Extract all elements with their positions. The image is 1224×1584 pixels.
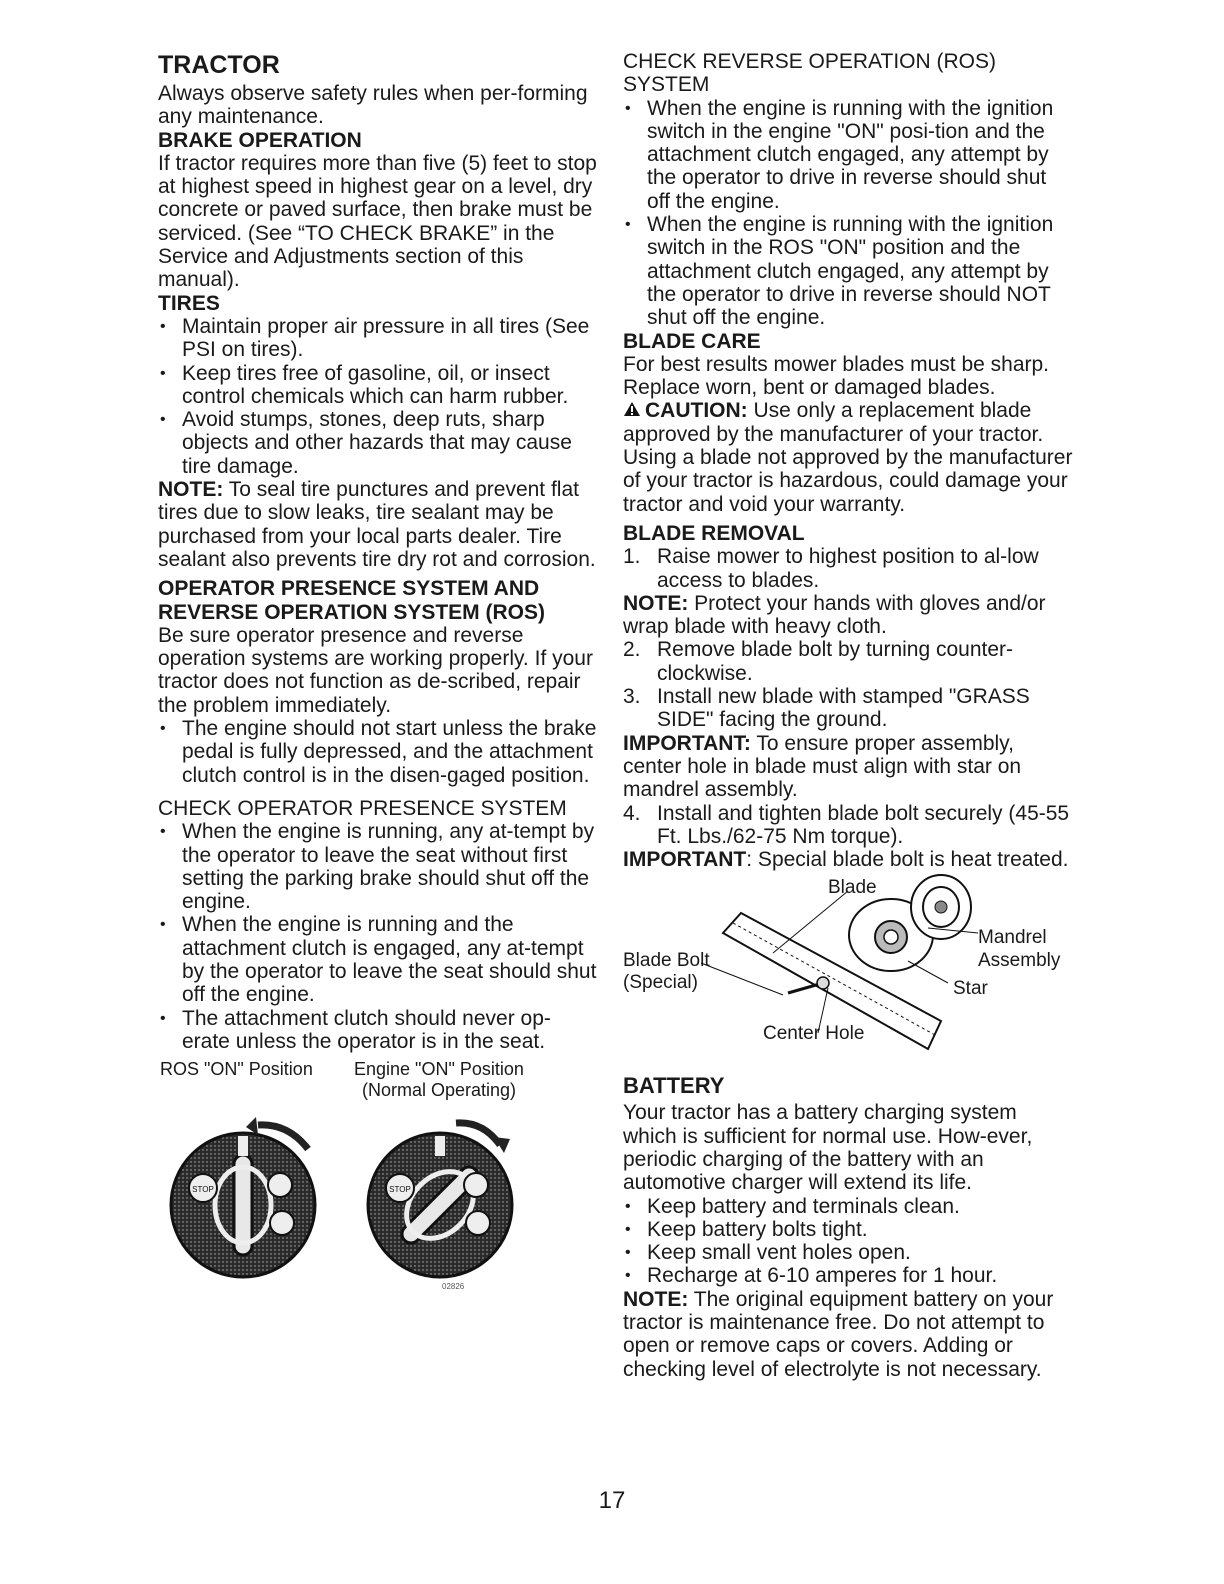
important-note: [623, 848, 1073, 871]
step-item: [623, 545, 1073, 592]
ignition-switch-icons: [158, 1053, 598, 1292]
step-number: 4.: [623, 801, 641, 825]
step-text: Raise mower to highest position to al-low access to blades.: [657, 545, 1039, 592]
page-number: 17: [598, 1487, 626, 1514]
note-label: NOTE:: [158, 478, 224, 502]
check-ros-bullet: • When the engine is running with the ignition switch in the engine "ON" posi-tion and the attachment clutch engaged, any attempt by the operator to drive in reverse should shut off the engine.: [623, 97, 1073, 213]
battery-bullet: • Recharge at 6-10 amperes for 1 hour.: [623, 1264, 1073, 1287]
ignition-switch-figure: [158, 1053, 598, 1292]
engine-on-caption-sub: (Normal Operating): [362, 1080, 517, 1101]
step-item: [623, 685, 1073, 732]
label-blade-bolt: Blade Bolt: [623, 950, 710, 972]
tires-bullet: • Maintain proper air pressure in all tires (See PSI on tires).: [158, 315, 598, 362]
check-ros-bullet: • When the engine is running with the ignition switch in the ROS "ON" position and the attachment clutch engaged, any attempt by the operator to drive in reverse should NOT shut off the engine.: [623, 213, 1073, 329]
engine-on-caption: Engine "ON" Position: [354, 1059, 524, 1080]
tractor-title: TRACTOR: [158, 51, 280, 79]
battery-bullet: • Keep battery and terminals clean.: [623, 1195, 1073, 1218]
brake-text: If tractor requires more than five (5) feet to stop at highest speed in highest gear on a level, dry concrete or paved surface, then brake must be serviced. (See “TO CHECK BRAKE” in the Service and Adjustments section of this manual).: [158, 151, 597, 292]
figure-code: 02826: [442, 1282, 465, 1292]
label-center-hole: Center Hole: [763, 1023, 865, 1045]
important-text: To ensure proper assembly, center hole in blade must align with star on mandrel assembly.: [623, 731, 1022, 802]
caution-paragraph: [623, 399, 1073, 515]
step-number: 1.: [623, 545, 641, 569]
important-label: IMPORTANT:: [623, 731, 751, 755]
blade-care-text: For best results mower blades must be sharp. Replace worn, bent or damaged blades.: [623, 352, 1050, 400]
tires-heading: TIRES: [158, 291, 220, 315]
ros-on-caption: ROS "ON" Position: [160, 1059, 313, 1080]
battery-text: Your tractor has a battery charging system which is sufficient for normal use. How-ever, periodic charging of the battery with an automotive charger will extend its life.: [623, 1101, 1033, 1195]
blade-note: [623, 592, 1073, 639]
ops-heading: OPERATOR PRESENCE SYSTEM AND REVERSE OPERATION SYSTEM (ROS): [158, 577, 545, 624]
brake-heading: BRAKE OPERATION: [158, 128, 362, 152]
label-star: Star: [953, 978, 988, 1000]
step-text: Remove blade bolt by turning counter-clockwise.: [657, 638, 1014, 685]
step-number: 3.: [623, 685, 641, 709]
stop-label: STOP: [389, 1185, 411, 1195]
ops-text: Be sure operator presence and reverse operation systems are working properly. If your tractor does not function as de-scribed, repair the problem immediately.: [158, 623, 593, 717]
tires-bullet: • Keep tires free of gasoline, oil, or insect control chemicals which can harm rubber.: [158, 362, 598, 409]
step-text: Install new blade with stamped "GRASS SIDE" facing the ground.: [657, 685, 1030, 732]
important-note: [623, 732, 1073, 802]
blade-removal-heading: BLADE REMOVAL: [623, 521, 805, 545]
right-column: [623, 50, 1073, 1381]
label-assembly: Assembly: [978, 950, 1061, 972]
check-op-heading: CHECK OPERATOR PRESENCE SYSTEM: [158, 796, 567, 820]
important-text: : Special blade bolt is heat treated.: [746, 848, 1069, 872]
tires-bullet: • Avoid stumps, stones, deep ruts, sharp objects and other hazards that may cause tire damage.: [158, 408, 598, 478]
blade-care-heading: BLADE CARE: [623, 329, 761, 353]
tractor-intro: Always observe safety rules when per-forming any maintenance.: [158, 82, 588, 129]
check-ros-heading: CHECK REVERSE OPERATION (ROS) SYSTEM: [623, 50, 996, 97]
engine-on-switch-icon: [368, 1123, 512, 1291]
battery-note: [623, 1288, 1073, 1381]
label-blade: Blade: [828, 877, 877, 899]
caution-text: Use only a replacement blade approved by the manufacturer of your tractor. Using a blade not approved by the manufacturer of your tractor is hazardous, could damage your tractor and void your warranty.: [623, 399, 1073, 516]
note-text: The original equipment battery on your tractor is maintenance free. Do not attempt to open or remove caps or covers. Adding or checking level of electrolyte is not necessary.: [623, 1287, 1054, 1381]
battery-bullet: • Keep small vent holes open.: [623, 1241, 1073, 1264]
blade-diagram: [623, 873, 1073, 1073]
check-op-bullet: • When the engine is running, any at-tempt by the operator to leave the seat without first setting the parking brake should shut off the engine.: [158, 820, 598, 913]
step-number: 2.: [623, 638, 641, 662]
step-item: [623, 802, 1073, 849]
note-label: NOTE:: [623, 1287, 689, 1311]
label-special: (Special): [623, 972, 698, 994]
ops-bullet: • The engine should not start unless the brake pedal is fully depressed, and the attachment clutch control is in the disen-gaged position.: [158, 717, 598, 787]
note-text: To seal tire punctures and prevent flat tires due to slow leaks, tire sealant may be purchased from your local parts dealer. Tire sealant also prevents tire dry rot and corrosion.: [158, 478, 596, 571]
check-op-bullet: • The attachment clutch should never op-erate unless the operator is in the seat.: [158, 1007, 598, 1054]
tires-note: [158, 478, 598, 571]
note-text: Protect your hands with gloves and/or wrap blade with heavy cloth.: [623, 591, 1046, 639]
stop-label: STOP: [192, 1185, 214, 1195]
label-mandrel: Mandrel: [978, 927, 1047, 949]
warning-icon: [623, 399, 641, 422]
important-label: IMPORTANT: [623, 848, 747, 872]
left-column: [158, 50, 598, 1292]
check-op-bullet: • When the engine is running and the attachment clutch is engaged, any at-tempt by the operator to leave the seat should shut off the engine.: [158, 913, 598, 1006]
ros-on-switch-icon: [171, 1117, 315, 1277]
note-label: NOTE:: [623, 591, 689, 615]
step-item: [623, 638, 1073, 685]
battery-heading: BATTERY: [623, 1073, 725, 1099]
battery-bullet: • Keep battery bolts tight.: [623, 1218, 1073, 1241]
step-text: Install and tighten blade bolt securely (45-55 Ft. Lbs./62-75 Nm torque).: [657, 801, 1070, 848]
caution-label: CAUTION:: [645, 399, 748, 423]
